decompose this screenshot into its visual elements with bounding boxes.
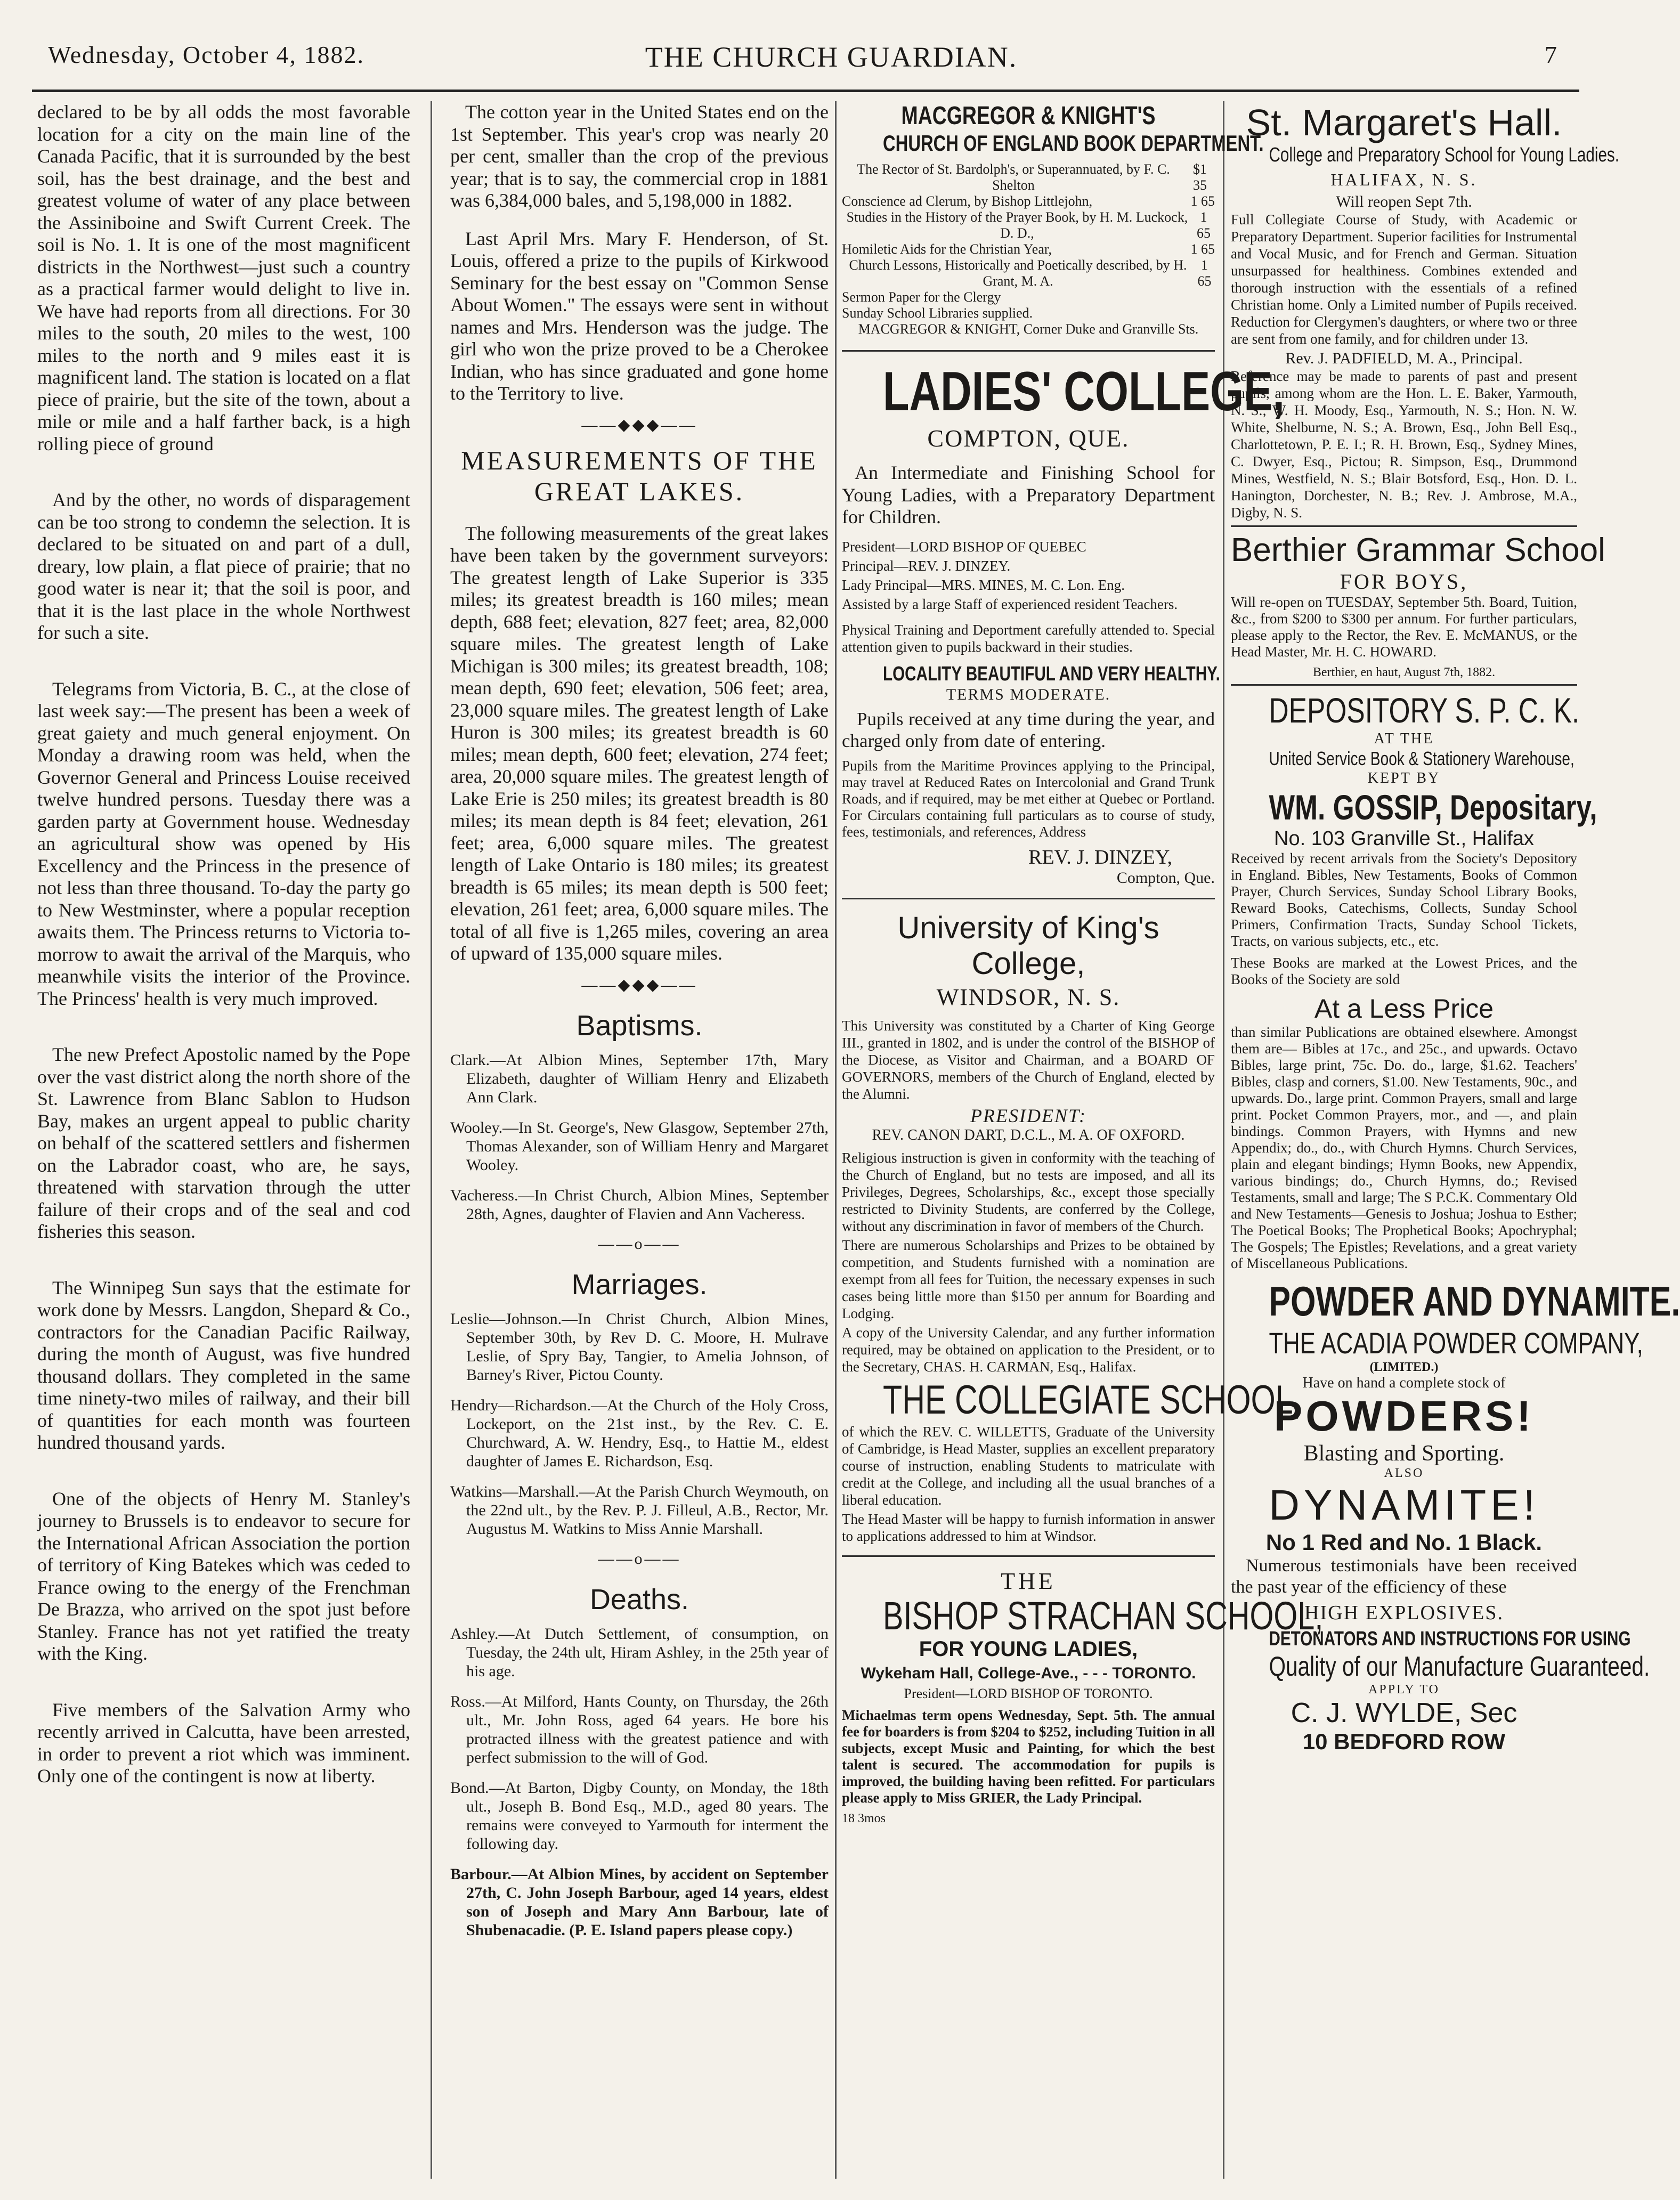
berthier-date: Berthier, en haut, August 7th, 1882. xyxy=(1312,665,1496,679)
bishop-text: Michaelmas term opens Wednesday, Sept. 5th. The annual fee for boarders is from $204 to $252, including Tuition in all subjects, except Music and Painting, for which the best talent is secured. The accommodation for pupils is improved, the building having been refitted. For particulars please apply to Miss GRIER, the Lady Principal. xyxy=(842,1707,1215,1806)
staff-line: Principal—REV. J. DINZEY. xyxy=(842,557,1011,574)
testimonials-text: Numerous testimonials have been received the past year of the efficiency of these xyxy=(1231,1556,1577,1597)
depository-less-price: At a Less Price xyxy=(1314,994,1494,1024)
staff-line: Assisted by a large Staff of experienced resident Teachers. xyxy=(842,596,1178,612)
article-paragraph: One of the objects of Henry M. Stanley's journey to Brussels is to endeavor to secure for the International African Association the portion of territory of King Batekes which was ceded to France owing to the energy of the Frenchman De Brazza, who arrived on the spot just before Stanley. France has not yet ratified the treaty with the King. xyxy=(37,1488,410,1664)
depository-text: Received by recent arrivals from the Society's Depository in England. Bibles, New Testaments, Books of Common Prayer, Church Services, Sunday School Library Books, Reward Books, Catechisms, Collects, Sunday School Primers, Confirmation Tracts, Sunday School Tickets, Tracts, on various subjects, etc., etc. xyxy=(1231,850,1577,949)
st-margarets-ad xyxy=(1231,101,1619,521)
berthier-title: Berthier Grammar School xyxy=(1231,532,1605,569)
macgregor-subtitle: CHURCH OF ENGLAND BOOK DEPARTMENT. xyxy=(883,131,1264,156)
column-2 xyxy=(450,101,829,2179)
st-margarets-references: Reference may be made to parents of past and present pupils, among whom are the Hon. L. E. Baker, Yarmouth, N. S.; W. H. Moody, Esq., Yarmouth, N. S.; Hon. N. W. White, Shelburne, N. S.; A. Brown, Esq., John Bell Esq., Charlottetown, P. E. I.; R. H. Brown, Esq., Sydney Mines, C. Dwyer, Esq., Pictou; R. Simpson, Esq., Drummond Mines, Westfield, N. S.; Blair Botsford, Esq., Hon. D. L. Hanington, Dorchester, N. B.; Rev. J. Ambrose, M.A., Digby, N. S. xyxy=(1231,368,1577,521)
bishop-for: FOR YOUNG LADIES, xyxy=(919,1637,1138,1661)
ladies-locality: LOCALITY BEAUTIFUL AND VERY HEALTHY. xyxy=(883,662,1220,685)
baptism-notice: Vacheress.—In Christ Church, Albion Mines, September 28th, Agnes, daughter of Flavien and Ann Vacheress. xyxy=(450,1186,829,1223)
death-notice: Bond.—At Barton, Digby County, on Monday, the 18th ult., Joseph B. Bond Esq., M.D., aged 80 years. The remains were conveyed to Yarmouth for interment the following day. xyxy=(450,1779,829,1853)
divider xyxy=(842,898,1215,899)
ornament-divider: ——o—— xyxy=(598,1235,681,1253)
lakes-heading: MEASUREMENTS OF THE GREAT LAKES. xyxy=(461,445,818,506)
page-number: 7 xyxy=(1545,41,1558,68)
ladies-signature-place: Compton, Que. xyxy=(1116,868,1215,887)
collegiate-title: THE COLLEGIATE SCHOOL, xyxy=(883,1377,1302,1423)
ladies-college-title: LADIES' COLLEGE, xyxy=(883,361,1285,423)
st-margarets-text: Full Collegiate Course of Study, with Academic or Preparatory Department. Superior facilities for Instrumental and Vocal Music, and for French and German. Situation unsurpassed for healthiness. Combines extended and thorough instruction with the essentials of a refined Christian home. Only a Limited number of Pupils received. Reduction for Clergymen's daughters, or where two or three are sent from one family, and for children under 13. xyxy=(1231,212,1577,347)
column-3 xyxy=(842,101,1324,2179)
kings-text: A copy of the University Calendar, and any further information required, may be obtained on application to the President, or to the Secretary, CHAS. H. CARMAN, Esq., Halifax. xyxy=(842,1324,1215,1375)
depository-at: AT THE xyxy=(1374,730,1434,747)
ladies-pupils: Pupils received at any time during the year, and charged only from date of entering. xyxy=(842,708,1215,751)
death-notice: Barbour.—At Albion Mines, by accident on September 27th, C. John Joseph Barbour, aged 14 years, eldest son of Joseph and Mary Ann Barbour, late of Shubenacadie. (P. E. Island papers please copy.) xyxy=(450,1865,829,1939)
page-header xyxy=(32,15,1579,92)
bishop-title: BISHOP STRACHAN SCHOOL, xyxy=(883,1593,1324,1638)
ornament-divider: ——◆◆◆—— xyxy=(581,976,697,994)
collegiate-text: of which the REV. C. WILLETTS, Graduate of the University of Cambridge, is Head Master, supplies an excellent preparatory course of instruction, enabling Students to matriculate with credit at the College, and including all the usual branches of a liberal education. xyxy=(842,1423,1215,1508)
marriages-heading: Marriages. xyxy=(571,1268,708,1301)
apply-to: APPLY TO xyxy=(1368,1683,1440,1696)
ladies-terms: TERMS MODERATE. xyxy=(946,685,1111,703)
ladies-signature: REV. J. DINZEY, xyxy=(1028,846,1172,868)
powders-banner: POWDERS! xyxy=(1274,1392,1534,1440)
lakes-paragraph: The following measurements of the great lakes have been taken by the government surveyors: The greatest length of Lake Superior is 335 miles; its greatest breadth is 160 miles; mean depth, 688 feet; elevation, 827 feet; area, 82,000 square miles. The greatest length of Lake Michigan is 300 miles; its greatest breadth, 108; mean depth, 690 feet; elevation, 506 feet; area, 23,000 square miles. The greatest length of Lake Huron is 300 miles; its greatest breadth is 60 miles; mean depth, 600 feet; elevation, 274 feet; area, 20,000 square miles. The greatest length of Lake Erie is 250 miles; its greatest breadth is 80 miles; its mean depth is 84 feet; elevation, 261 feet; area, 6,000 square miles. The greatest length of Lake Ontario is 180 miles; its greatest breadth is 65 miles; its mean depth is 500 feet; elevation, 261 feet; area, 6,000 square miles. The total of all five is 1,265 miles, covering an area of upward of 135,000 square miles. xyxy=(450,522,829,964)
baptism-notice: Clark.—At Albion Mines, September 17th, Mary Elizabeth, daughter of William Henry and Elizabeth Ann Clark. xyxy=(450,1051,829,1106)
book-list-item: Conscience ad Clerum, by Bishop Littlejohn, 1 65 xyxy=(842,193,1215,209)
newspaper-title: THE CHURCH GUARDIAN. xyxy=(645,41,1018,73)
depository-text: These Books are marked at the Lowest Prices, and the Books of the Society are sold xyxy=(1231,955,1577,987)
bishop-the: THE xyxy=(1001,1568,1056,1594)
collegiate-text: The Head Master will be happy to furnish information in answer to applications addressed to him at Windsor. xyxy=(842,1511,1215,1544)
ladies-college-place: COMPTON, QUE. xyxy=(927,425,1130,452)
divider xyxy=(1231,684,1577,686)
kings-text: Religious instruction is given in conformity with the teaching of the Church of England, but no tests are imposed, and all its Privileges, Degrees, Scholarships, &c., except those specially restricted to Divinity Students, are conferred by the College, without any discrimination in favor of members of the Church. xyxy=(842,1149,1215,1234)
staff-line: President—LORD BISHOP OF QUEBEC xyxy=(842,538,1086,555)
wylde-address: 10 BEDFORD ROW xyxy=(1302,1729,1506,1754)
bishop-address: Wykeham Hall, College-Ave., - - - TORONTO. xyxy=(861,1664,1196,1682)
divider xyxy=(842,350,1215,352)
book-list-item: Sermon Paper for the Clergy xyxy=(842,289,1001,305)
depository-title: DEPOSITORY S. P. C. K. xyxy=(1269,691,1580,730)
kings-text: This University was constituted by a Charter of King George III., granted in 1802, and is under the control of the BISHOP of the Diocese, as Visitor and Chairman, and a BOARD OF GOVERNORS, members of the Church of England, elected by the Alumni. xyxy=(842,1017,1215,1102)
depository-service: United Service Book & Stationery Warehouse, xyxy=(1269,748,1575,769)
marriage-notice: Watkins—Marshall.—At the Parish Church Weymouth, on the 22nd ult., by the Rev. P. J. Filleul, A.B., Rector, Mr. Augustus M. Watkins to Miss Annie Marshall. xyxy=(450,1482,829,1538)
article-paragraph: Five members of the Salvation Army who recently arrived in Calcutta, have been arrested, in order to prevent a riot which was imminent. Only one of the contingent is now at liberty. xyxy=(37,1699,410,1787)
st-margarets-principal: Rev. J. PADFIELD, M. A., Principal. xyxy=(1285,350,1523,367)
ladies-college-ad xyxy=(842,361,1285,887)
depository-ad xyxy=(1231,690,1597,1272)
ornament-divider: ——◆◆◆—— xyxy=(581,416,697,434)
issue-date: Wednesday, October 4, 1882. xyxy=(48,41,365,68)
depository-address: No. 103 Granville St., Halifax xyxy=(1274,827,1534,850)
bishop-president: President—LORD BISHOP OF TORONTO. xyxy=(904,1685,1153,1701)
article-paragraph: The new Prefect Apostolic named by the Pope over the vast district along the north shore of the St. Lawrence from Blanc Sablon to Hudson Bay, makes an urgent appeal to public charity on behalf of the scattered settlers and fishermen on the Labrador coast, who are, he says, threatened with starvation through the utter failure of their crops and of the seal and cod fisheries this season. xyxy=(37,1044,410,1242)
column-4 xyxy=(1231,101,1680,2179)
depository-text: than similar Publications are obtained elsewhere. Amongst them are— Bibles at 17c., and 25c., and upwards. Octavo Bibles, large print, 75c. Do. do., large, $1.62. Teachers' Bibles, clasp and corners, $1.00. New Testaments, 90c., and upwards. Do., large print. Common Prayers, small and large print. Pocket Common Prayers, mor., and —, and plain bindings. Common Prayers, with Hymns and new Appendix; do., do., with Church Hymns. Church Services, plain and elegant bindings; Hymn Books, new Appendix, various bindings; do., Church Hymns, do.; Revised Testaments, small and large; The S P.C.K. Commentary Old and New Testaments—Genesis to Joshua; Joshua to Esther; The Poetical Books; The Prophetical Books; Apochryphal; The Gospels; The Epistles; Revelations, and a great variety of Miscellaneous Publications. xyxy=(1231,1024,1577,1271)
prize-paragraph: Last April Mrs. Mary F. Henderson, of St. Louis, offered a prize to the pupils of Kirkwood Seminary for the best essay on "Common Sense About Women." The essays were sent in without names and Mrs. Henderson was the judge. The girl who won the prize proved to be a Cherokee Indian, who has since graduated and gone home to the Territory to live. xyxy=(450,228,829,404)
wylde-name: C. J. WYLDE, Sec xyxy=(1291,1698,1517,1728)
article-paragraph: declared to be by all odds the most favorable location for a city on the main line of the Canada Pacific, that it is surrounded by the best soil, has the best drainage, and the best and greatest volume of water of any place between the Assiniboine and Swift Current Creek. The soil is No. 1. It is one of the most magnificent districts in the Northwest—just such a country as a practical farmer would delight to live in. We have had reports from all directions. For 30 miles to the south, 20 miles to the west, 100 miles to the north and 9 miles east it is magnificent land. The station is located on a flat piece of prairie, but the site of the town, about a mile or mile and a half farther back, is a high rolling piece of ground xyxy=(37,101,410,454)
column-rule xyxy=(835,101,837,2179)
kings-college-ad xyxy=(842,910,1215,1375)
red-black-line: No 1 Red and No. 1 Black. xyxy=(1265,1530,1543,1555)
book-list-item: The Rector of St. Bardolph's, or Superannuated, by F. C. Shelton $1 35 xyxy=(857,161,1207,193)
depository-kept: KEPT BY xyxy=(1367,770,1441,786)
kings-text: There are numerous Scholarships and Prizes to be obtained by competition, and Students furnished with a nomination are exempt from all fees for Tuition, the necessary expenses in such cases being little more than $150 per annum for Boarding and Lodging. xyxy=(842,1237,1215,1321)
deaths-heading: Deaths. xyxy=(589,1583,689,1616)
st-margarets-place: HALIFAX, N. S. xyxy=(1330,170,1478,189)
acadia-have: Have on hand a complete stock of xyxy=(1302,1375,1506,1391)
berthier-text: Will re-open on TUESDAY, September 5th. Board, Tuition, &c., from $200 to $300 per annum. For further particulars, please apply to the Rector, the Rev. E. McMANUS, or the Head Master, Mr. H. C. HOWARD. xyxy=(1231,594,1577,660)
bishop-code: 18 3mos xyxy=(842,1811,886,1825)
divider xyxy=(842,1555,1215,1557)
kings-college-place: WINDSOR, N. S. xyxy=(936,984,1121,1010)
article-paragraph: And by the other, no words of disparagement can be too strong to condemn the selection. It is declared to be situated on and part of a dull, dreary, low plain, a flat piece of prairie; that no good water is near it; that the soil is poor, and that it is the last place in the whole Northwest for such a site. xyxy=(37,489,410,643)
high-explosives: HIGH EXPLOSIVES. xyxy=(1304,1602,1504,1624)
powder-dynamite-title: POWDER AND DYNAMITE. xyxy=(1269,1278,1680,1325)
death-notice: Ross.—At Milford, Hants County, on Thursday, the 26th ult., Mr. John Ross, aged 64 years. He bore his protracted illness with the greatest patience and with perfect submission to the will of God. xyxy=(450,1692,829,1766)
baptism-notice: Wooley.—In St. George's, New Glasgow, September 27th, Thomas Alexander, son of William Henry and Margaret Wooley. xyxy=(450,1118,829,1174)
also-label: ALSO xyxy=(1384,1466,1424,1480)
book-list xyxy=(842,161,1215,337)
kings-president: REV. CANON DART, D.C.L., M. A. OF OXFORD. xyxy=(872,1126,1185,1143)
ladies-training: Physical Training and Deportment carefully attended to. Special attention given to pupils backward in their studies. xyxy=(842,621,1215,655)
ladies-college-desc: An Intermediate and Finishing School for Young Ladies, with a Preparatory Department for Children. xyxy=(842,462,1215,527)
staff-line: Lady Principal—MRS. MINES, M. C. Lon. Eng. xyxy=(842,577,1125,593)
powder-dynamite-ad xyxy=(1231,1277,1680,1755)
acadia-limited: (LIMITED.) xyxy=(1369,1360,1439,1374)
macgregor-ad xyxy=(842,101,1264,337)
dynamite-banner: DYNAMITE! xyxy=(1269,1481,1539,1529)
divider xyxy=(1231,525,1577,527)
blasting-sporting: Blasting and Sporting. xyxy=(1303,1441,1505,1466)
macgregor-title: MACGREGOR & KNIGHT'S xyxy=(901,102,1156,130)
marriage-notice: Leslie—Johnson.—In Christ Church, Albion Mines, September 30th, by Rev D. C. Moore, H. Mulrave Leslie, of Spry Bay, Tangier, to Amelia Johnson, of Barney's River, Pictou County. xyxy=(450,1310,829,1384)
book-list-item: Studies in the History of the Prayer Book, by H. M. Luckock, D. D., 1 65 xyxy=(846,209,1211,241)
depository-gossip: WM. GOSSIP, Depositary, xyxy=(1269,788,1597,827)
ladies-maritime: Pupils from the Maritime Provinces applying to the Principal, may travel at Reduced Rates on Intercolonial and Grand Trunk Roads, and if required, may be met either at Quebec or Portland. For Circulars containing full particulars as to course of study, fees, testimonials, and references, Address xyxy=(842,757,1215,840)
article-paragraph: The Winnipeg Sun says that the estimate for work done by Messrs. Langdon, Shepard & Co., contractors for the Canadian Pacific Railway, during the month of August, was five hundred thousand dollars. They completed in the same time ninety-two miles of railway, and their bill of quantities for each month was fourteen hundred thousand yards. xyxy=(37,1277,410,1453)
st-margarets-title: St. Margaret's Hall. xyxy=(1246,102,1562,143)
acadia-company: THE ACADIA POWDER COMPANY, xyxy=(1269,1326,1643,1360)
marriage-notice: Hendry—Richardson.—At the Church of the Holy Cross, Lockeport, on the 21st inst., by the Rev. C. E. Churchward, A. W. Hendry, Esq., to Hattie M., eldest daughter of James E. Richardson, Esq. xyxy=(450,1396,829,1470)
book-list-item: Sunday School Libraries supplied. xyxy=(842,305,1033,321)
macgregor-address: MACGREGOR & KNIGHT, Corner Duke and Granville Sts. xyxy=(858,321,1199,337)
article-paragraph: Telegrams from Victoria, B. C., at the close of last week say:—The present has been a week of great gaiety and much general enjoyment. On Monday a drawing room was held, when the Governor General and Princess Louise received twelve hundred persons. Tuesday there was a garden party at Government house. Wednesday an agricultural show was opened by His Excellency and the Princess in the presence of not less than three thousand. To-day the party go to New Westminster, where a popular reception awaits them. The Princess returns to Victoria to-morrow to await the arrival of the Marquis, who meanwhile visits the interior of the Province. The Princess' health is very much improved. xyxy=(37,678,410,1009)
collegiate-school-ad xyxy=(842,1377,1302,1545)
kings-president-label: PRESIDENT: xyxy=(970,1105,1086,1126)
book-list-item: Homiletic Aids for the Christian Year, 1 65 xyxy=(842,241,1215,257)
column-1 xyxy=(37,101,410,2179)
bishop-strachan-ad xyxy=(842,1568,1324,1826)
ornament-divider: ——o—— xyxy=(598,1549,681,1568)
death-notice: Ashley.—At Dutch Settlement, of consumption, on Tuesday, the 24th ult, Hiram Ashley, in the 25th year of his age. xyxy=(450,1625,829,1680)
book-list-item: Church Lessons, Historically and Poetically described, by H. Grant, M. A. 1 65 xyxy=(849,257,1212,289)
st-margarets-subtitle: College and Preparatory School for Young Ladies. xyxy=(1269,144,1619,166)
quality-line: Quality of our Manufacture Guaranteed. xyxy=(1269,1651,1650,1682)
st-margarets-reopen: Will reopen Sept 7th. xyxy=(1336,193,1472,210)
detonators-line: DETONATORS AND INSTRUCTIONS FOR USING xyxy=(1269,1628,1631,1650)
berthier-ad xyxy=(1231,531,1605,680)
berthier-for: FOR BOYS, xyxy=(1340,570,1468,594)
column-rule xyxy=(431,101,432,2179)
kings-college-title: University of King's College, xyxy=(897,910,1159,981)
baptisms-heading: Baptisms. xyxy=(576,1009,703,1042)
cotton-paragraph: The cotton year in the United States end on the 1st September. This year's crop was nearly 20 per cent, smaller than the crop of the previous year; that is to say, the commercial crop in 1881 was 6,384,000 bales, and 5,198,000 in 1882. xyxy=(450,101,829,211)
